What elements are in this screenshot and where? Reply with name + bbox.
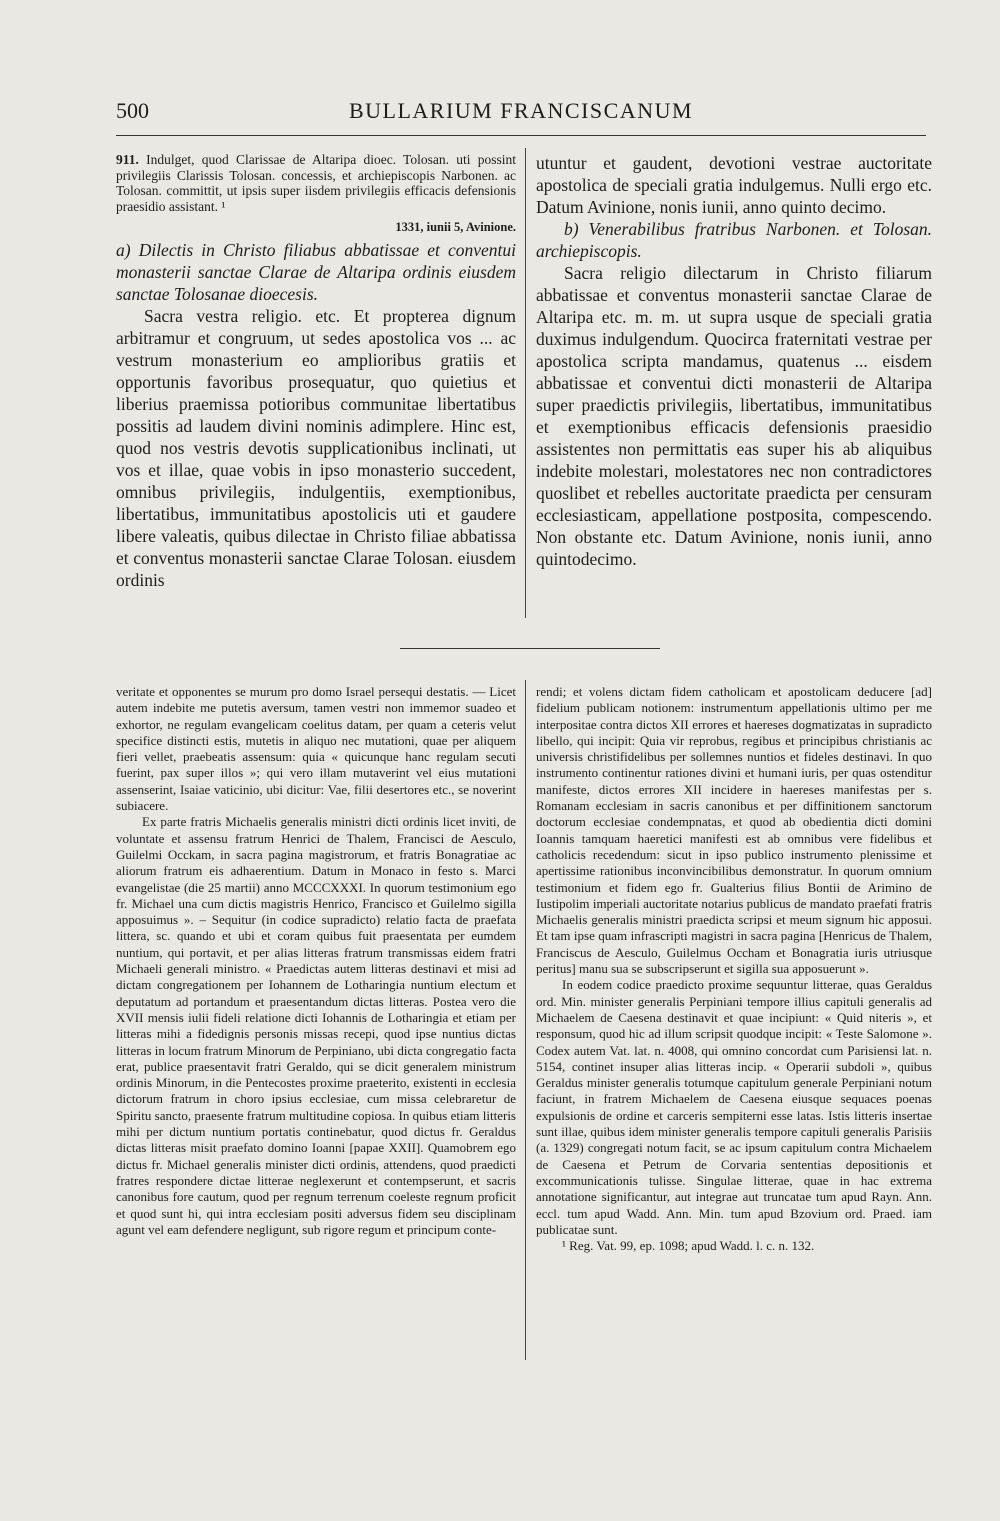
lower-right-column: [536, 684, 932, 1374]
column-divider-upper: [525, 148, 526, 618]
header-rule: [116, 135, 926, 136]
letter-b-body: Sacra religio dilectarum in Christo filiarum abbatissae et conventus monasterii sanctae Clarae de Altaripa etc. m. m. ut supra usque de speciali gratia duximus indulgendum. Quocirca fraternitati vestrae per apostolica scripta mandamus, quatenus ... eisdem abbatissae et conventui dicti monasterii de Altaripa super praedictis privilegiis, libertatibus, immunitatibus et exemptionibus efficacis defensionis praesidio assistentes non permittatis eas super his ab aliquibus indebite molestari, molestatores nec non contradictores quoslibet et rebelles auctoritate praedicta per censuram ecclesiasticam, appellatione postposita, compescendo. Non obstante etc. Datum Avinione, nonis iunii, anno quintodecimo.: [536, 263, 932, 569]
page-header: [116, 98, 926, 130]
letter-a-continuation: utuntur et gaudent, devotioni vestrae auctoritate apostolica de speciali gratia indulgemus. Nulli ergo etc. Datum Avinione, nonis iunii, anno quinto decimo.: [536, 153, 932, 217]
note-paragraph: rendi; et volens dictam fidem catholicam et apostolicam deducere [ad] fidelium publicam notionem: instrumentum appellationis ultimo per me interpositae contra dictos XII errores et haereses dogmatizatas in supradicto libello, qui incipit: Quia vir reprobus, regibus et principibus christianis ac universis christifidelibus per sollemnes nuntios et fideles destinavi. In quo instrumento continentur rationes divini et humani iuris, per quas ostenditur manifeste, dictos errores XII incidere in haereses manifestas per s. Romanam ecclesiam in sacris canonibus et per diffinitionem sanctorum doctorum ecclesiae condempnatas, et quod ab obedientia dicti domini Ioannis tamquam haeretici manifesti est ab omnibus vere fidelibus et catholicis recedendum: sicut in ipso publico instrumento plenissime et apertissime rationibus inconvincibilibus demonstratur. In quorum omnium testimonium et fidem ego fr. Gualterius filius Bontii de Arimino de Iustipolim imperiali auctoritate notarius publicus de mandato praefati fratris Michaelis generalis ministri praedicta scripsi et meum signum hic apposui. Et tam ipse quam infrascripti magistri in sacra pagina [Henricus de Thalem, Franciscus de Aesculo, Guilelmus Occham et Bonagratia iuris utriusque peritus] manu sua se subscripserunt et sigilla sua apposuerunt ».: [536, 684, 932, 977]
address-b-text: b) Venerabilibus fratribus Narbonen. et Tolosan. archiepiscopis.: [536, 219, 932, 261]
dateline: 1331, iunii 5, Avinione.: [395, 220, 516, 234]
document-summary: [116, 152, 516, 214]
section-divider: [400, 648, 660, 649]
upper-left-column: [116, 152, 516, 617]
summary-text: Indulget, quod Clarissae de Altaripa dioec. Tolosan. uti possint privilegiis Clarissis Tolosan. concessis, et archiepiscopis Narbonen. ac Tolosan. committit, ut ipsis super iisdem privilegiis efficacis defensionis praesidio assistant. ¹: [116, 152, 516, 214]
upper-right-column: [536, 152, 932, 617]
column-divider-lower: [525, 680, 526, 1360]
address-a-text: a) Dilectis in Christo filiabus abbatissae et conventui monasterii sanctae Clarae de Altaripa ordinis eiusdem sanctae Tolosanae dioecesis.: [116, 240, 516, 304]
page-number: 500: [116, 98, 149, 123]
address-a: [116, 239, 516, 305]
note-paragraph: veritate et opponentes se murum pro domo Israel persequi destatis. — Licet autem indebite me putetis aversum, tamen vestri non immemor suadeo et exhortor, ne regulam evangelicam coelitus datam, per quam a ceteris velut specifice distincti estis, mutetis in aliquo nec mutationi, quae per aliquem fieri vellet, praebeatis assensum: quia « quicunque hanc regulam secuti fuerint, pax super illos »; qui vero illam mutaverint vel eius mutationi assenserint, Isaiae vaticinio, ubi dicitur: Vae, filii desertores etc., se noverint subiacere.: [116, 684, 516, 814]
lower-left-column: [116, 684, 516, 1374]
address-b: [536, 218, 932, 262]
footnote: ¹ Reg. Vat. 99, ep. 1098; apud Wadd. l. c. n. 132.: [562, 1238, 815, 1254]
document-number: 911.: [116, 152, 139, 167]
letter-a-body: Sacra vestra religio. etc. Et propterea dignum arbitramur et congruum, ut sedes apostolica vos ... ac vestrum monasterium eo amplioribus gratiis et opportunis favoribus prosequatur, quo quietius et liberius praemissa potioribus communitae libertatibus possitis ad laudem divini nominis adimplere. Hinc est, quod nos vestris devotis supplicationibus inclinati, ut vos et illae, quae vobis in ipso monasterio succedent, omnibus privilegiis, indulgentiis, exemptionibus, libertatibus, immunitatibus apostolicis uti et gaudere libere valeatis, quibus dilectae in Christo filiae abbatissa et conventus monasterii sanctae Clarae Tolosan. eiusdem ordinis: [116, 306, 516, 590]
running-title: BULLARIUM FRANCISCANUM: [348, 98, 694, 123]
note-paragraph: In eodem codice praedicto proxime sequuntur litterae, quas Geraldus ord. Min. minister generalis Perpiniani tempore illius capituli generalis ad Michaelem de Caesena destinavit et quae incipiunt: « Quid niteris », et responsum, quod hic ad illum scripsit quodque incipit: « Teste Salomone ». Codex autem Vat. lat. n. 4008, qui omnino concordat cum Parisiensi lat. n. 5154, continet insuper alias litteras incip. « Operarii subdoli », quibus Geraldus minister generalis totumque capitulum generale Perpiniani notum faciunt, in fratrem Michaelem de Caesena eiusque sequaces poenas expulsionis de ordine et carceris sempiterni esse latas. Istis litteris insertae sunt illae, quibus idem minister generalis tempore capituli generalis Parisiis (a. 1329) congregati notum facit, se ac ipsum capitulum contra Michaelem de Caesena et Petrum de Corvaria sententias depositionis et excommunicationis tulisse. Singulae litterae, quae in hac extrema annotatione significantur, aut integrae aut truncatae tum apud Rayn. Ann. eccl. tum apud Wadd. Ann. Min. tum apud Bzovium ord. Praed. iam publicatae sunt.: [536, 977, 932, 1237]
note-paragraph: Ex parte fratris Michaelis generalis ministri dicti ordinis licet inviti, de voluntate et assensu fratrum Henrici de Thalem, Francisci de Aesculo, Guilelmi Occkam, in sacra pagina magistrorum, et fratris Bonagratiae ac aliorum fratrum eis adhaerentium. Datum in Monaco in festo s. Marci evangelistae (die 25 martii) anno MCCCXXXI. In quorum testimonium ego fr. Michael una cum dictis magistris Henrico, Francisco et Guilelmo sigilla apposuimus ». – Sequitur (in codice supradicto) relatio facta de praefata littera, sc. quando et ubi et coram quibus fuit praesentata per eumdem nuntium, qui portavit, et per alias litteras fratrum transmissas eidem fratri Michaeli generali ministro. « Praedictas autem litteras destinavi et misi ad dictam congregationem per Iohannem de Lotharingia nuntium electum et deputatum ad portandum et praesentandum dictas litteras. Postea vero die XVII mensis iulii fideli relatione dicti Iohannis de Lotharingia et etiam per litteras mihi a fidedignis personis missas recepi, quod ipse nuntius dictas litteras in locum fratrum Minorum de Perpiniano, ubi dicta congregatio facta erat, publice praesentavit fratri Geraldo, qui se dicit generalem ministrum ordinis Minorum, in die Pentecostes proxime praeterito, existenti in ecclesia dictorum fratrum in choro ipsius ecclesiae, cum missa celebraretur de Spiritu sancto, praesente fratrum multitudine copiosa. In quibus etiam litteris mihi per dictum nuntium portatis continebatur, quod dictus fr. Geraldus dictas litteras misit praefato domino Ioanni [papae XXII]. Quamobrem ego dictus fr. Michael generalis minister dicti ordinis, attendens, quod praedicti fratres respondere dictae litterae neglexerunt et contempserunt, et sacris canonibus fore cautum, quod per regnum terrenum coeleste regnum proficit et quod sunt hi, qui intra ecclesiam positi adversus fidem seu disciplinam agunt vel eam defendere negligunt, sub rigore regum et principum conte-: [116, 814, 516, 1237]
